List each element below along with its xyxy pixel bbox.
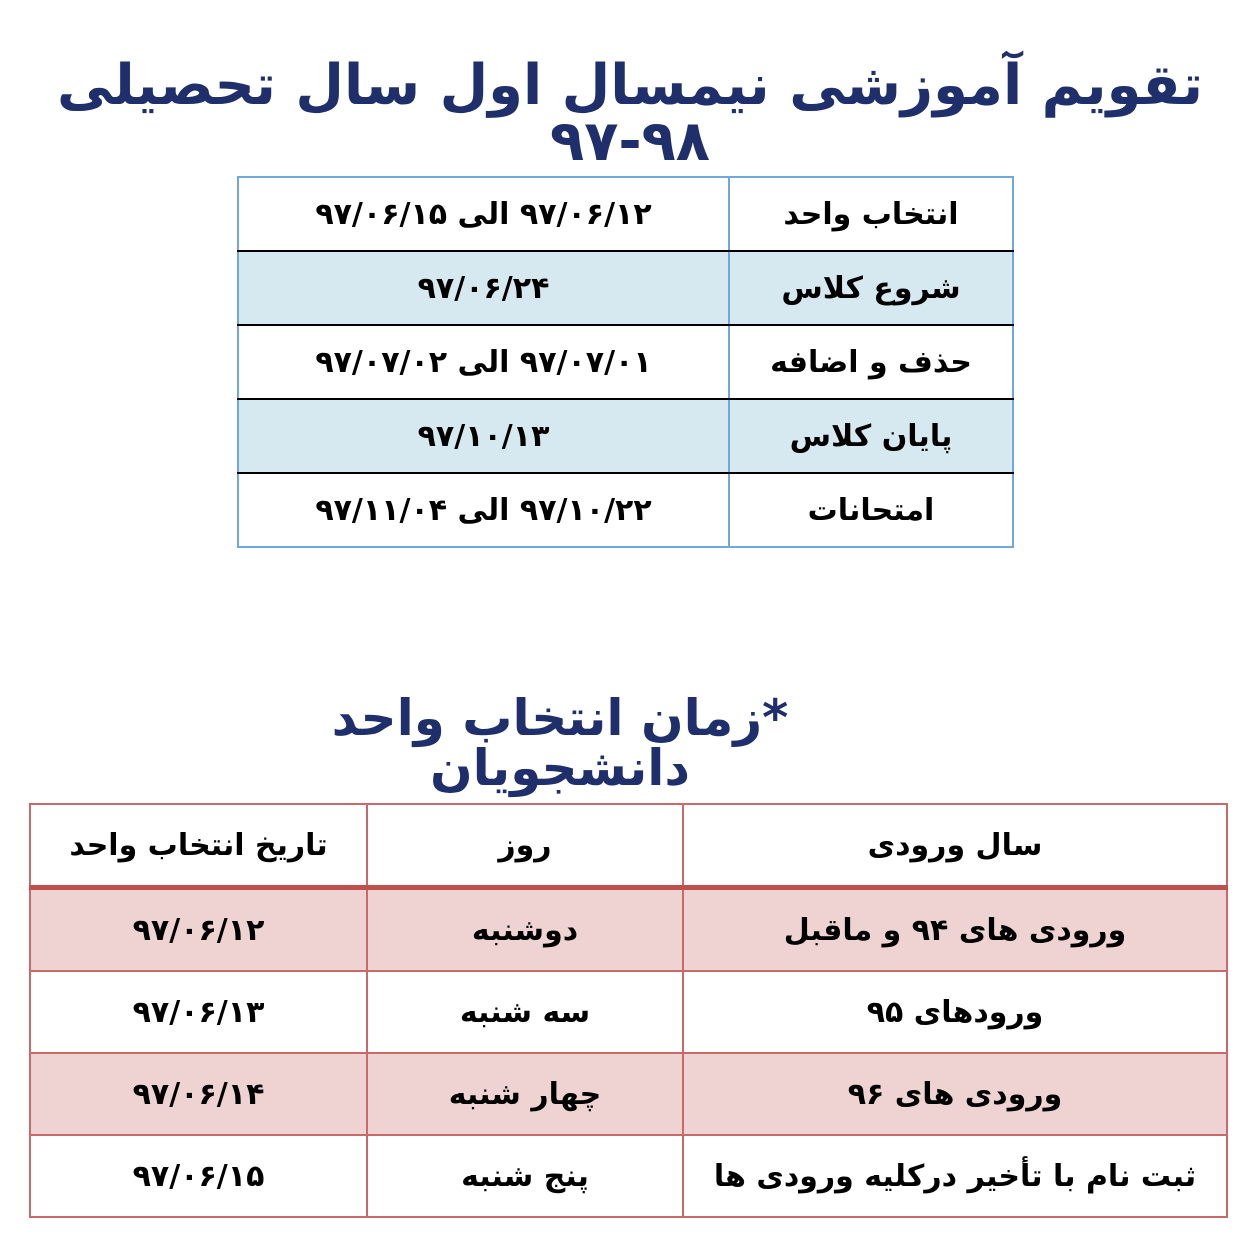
day-cell: پنج شنبه (367, 1135, 683, 1217)
header-day: روز (367, 804, 683, 888)
page-title: تقویم آموزشی نیمسال اول سال تحصیلی ۹۸-۹۷ (56, 53, 1204, 174)
date-cell: ۹۷/۰۶/۱۵ (30, 1135, 367, 1217)
date-cell: ۹۷/۰۶/۱۲ (30, 888, 367, 972)
calendar-value: ۹۷/۱۰/۱۳ (238, 399, 729, 473)
entry-year-cell: ورودی های ۹۴ و ماقبل (683, 888, 1227, 972)
entry-year-cell: ورودهای ۹۵ (683, 971, 1227, 1053)
entry-year-cell: ورودی های ۹۶ (683, 1053, 1227, 1135)
table-row (30, 1053, 1227, 1135)
calendar-row (238, 251, 1013, 325)
calendar-row (238, 325, 1013, 399)
header-registration-date: تاریخ انتخاب واحد (30, 804, 367, 888)
calendar-label: پایان کلاس (729, 399, 1013, 473)
section-title: *زمان انتخاب واحد دانشجویان (331, 689, 789, 797)
calendar-label: انتخاب واحد (729, 177, 1013, 251)
header-entry-year: سال ورودی (683, 804, 1227, 888)
registration-schedule-table (29, 803, 1228, 1218)
day-cell: دوشنبه (367, 888, 683, 972)
day-cell: سه شنبه (367, 971, 683, 1053)
calendar-value: ۹۷/۰۶/۱۲ الی ۹۷/۰۶/۱۵ (238, 177, 729, 251)
date-cell: ۹۷/۰۶/۱۴ (30, 1053, 367, 1135)
calendar-row (238, 399, 1013, 473)
calendar-row (238, 177, 1013, 251)
date-cell: ۹۷/۰۶/۱۳ (30, 971, 367, 1053)
day-cell: چهار شنبه (367, 1053, 683, 1135)
calendar-label: حذف و اضافه (729, 325, 1013, 399)
academic-calendar-table (237, 176, 1014, 548)
entry-year-cell: ثبت نام با تأخیر درکلیه ورودی ها (683, 1135, 1227, 1217)
calendar-value: ۹۷/۰۷/۰۱ الی ۹۷/۰۷/۰۲ (238, 325, 729, 399)
table-header-row (30, 804, 1227, 888)
calendar-label: امتحانات (729, 473, 1013, 547)
calendar-value: ۹۷/۰۶/۲۴ (238, 251, 729, 325)
calendar-label: شروع کلاس (729, 251, 1013, 325)
calendar-row (238, 473, 1013, 547)
table-row (30, 888, 1227, 972)
table-row (30, 1135, 1227, 1217)
table-row (30, 971, 1227, 1053)
calendar-value: ۹۷/۱۰/۲۲ الی ۹۷/۱۱/۰۴ (238, 473, 729, 547)
